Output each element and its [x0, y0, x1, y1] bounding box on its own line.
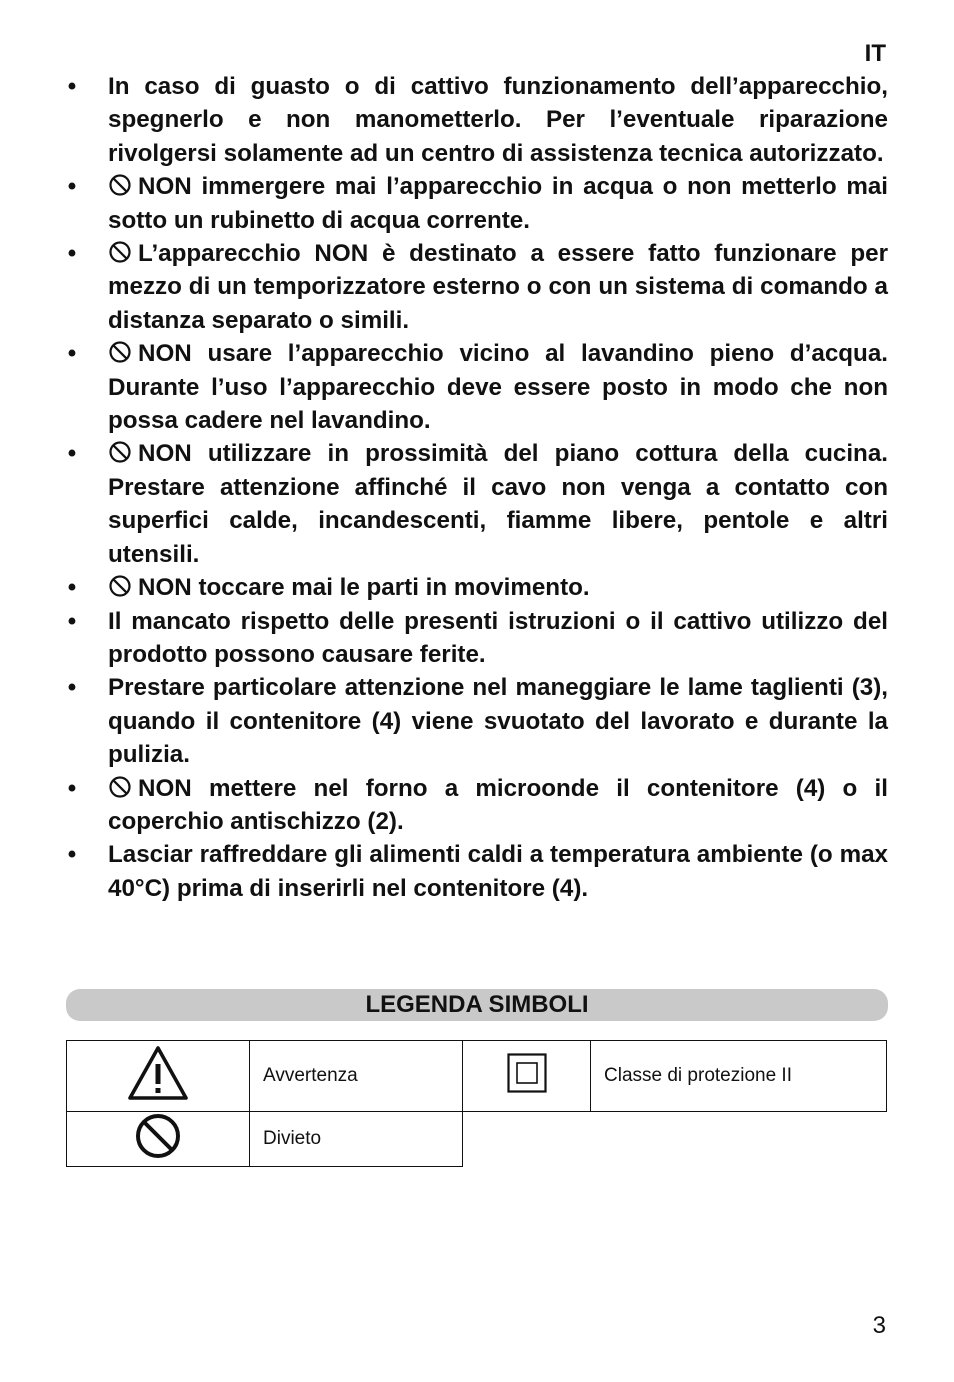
prohibition-icon: [134, 1144, 182, 1165]
list-item: [66, 671, 888, 771]
list-item: [66, 170, 888, 237]
list-item-text: NON mettere nel forno a microonde il contenitore (4) o il coperchio antischizzo (2).: [108, 774, 888, 835]
list-item-text: NON utilizzare in prossimità del piano cottura della cucina. Prestare attenzione affinché il cavo non venga a contatto con superfici calde, incandescenti, fiamme libere, pentole e altri utensili.: [108, 440, 888, 568]
prohibition-icon: [108, 775, 132, 799]
empty-cell: [463, 1112, 887, 1167]
bullet-dot: •: [67, 841, 77, 869]
bullet-dot: •: [67, 340, 77, 368]
legend-label: Classe di protezione II: [591, 1041, 887, 1112]
list-item-text: Lasciar raffreddare gli alimenti caldi a temperatura ambiente (o max 40°C) prima di inserirli nel contenitore (4).: [108, 841, 888, 902]
bullet-dot: •: [67, 173, 77, 201]
legend-icon-cell: [463, 1041, 591, 1112]
bullet-dot: •: [67, 73, 77, 100]
bullet-dot: •: [67, 574, 77, 602]
legend-label: Divieto: [250, 1112, 463, 1167]
list-item-text: NON toccare mai le parti in movimento.: [138, 574, 590, 602]
legend-icon-cell: [67, 1041, 250, 1112]
table-row: [67, 1112, 887, 1167]
list-item-text: Il mancato rispetto delle presenti istruzioni o il cattivo utilizzo del prodotto possono causare ferite.: [108, 607, 888, 668]
list-item: [66, 70, 888, 170]
list-item: [66, 605, 888, 672]
prohibition-icon: [108, 173, 132, 197]
legend-title: LEGENDA SIMBOLI: [66, 989, 888, 1021]
prohibition-icon: [108, 574, 132, 598]
legend-label: Avvertenza: [250, 1041, 463, 1112]
bullet-dot: •: [67, 774, 77, 802]
bullet-dot: •: [67, 440, 77, 468]
list-item: [66, 337, 888, 437]
prohibition-icon: [108, 340, 132, 364]
safety-instructions-list: [66, 70, 888, 905]
prohibition-icon: [108, 240, 132, 264]
list-item: [66, 237, 888, 337]
prohibition-icon: [108, 440, 132, 464]
bullet-dot: •: [67, 240, 77, 268]
list-item: [66, 838, 888, 905]
list-item-text: Prestare particolare attenzione nel maneggiare le lame taglienti (3), quando il contenitore (4) viene svuotato del lavorato e durante la pulizia.: [108, 674, 888, 769]
list-item-text: In caso di guasto o di cattivo funzionamento dell’apparecchio, spegnerlo e non manometterlo. Per l’eventuale riparazione rivolgersi solamente ad un centro di assistenza tecnica autorizzato.: [108, 73, 888, 167]
bullet-dot: •: [67, 674, 77, 702]
warning-triangle-icon: [126, 1086, 190, 1107]
class-ii-double-square-icon: [507, 1077, 547, 1098]
page-number: 3: [872, 1312, 886, 1339]
symbol-legend-table: [66, 1040, 887, 1167]
bullet-dot: •: [67, 607, 77, 635]
legend-icon-cell: [67, 1112, 250, 1167]
list-item: [66, 772, 888, 839]
list-item: [66, 437, 888, 571]
language-code: IT: [864, 40, 886, 67]
list-item-text: NON immergere mai l’apparecchio in acqua o non metterlo mai sotto un rubinetto di acqua corrente.: [108, 173, 888, 234]
table-row: [67, 1041, 887, 1112]
list-item-text: NON usare l’apparecchio vicino al lavandino pieno d’acqua. Durante l’uso l’apparecchio deve essere posto in modo che non possa cadere nel lavandino.: [108, 340, 888, 435]
list-item-text: L’apparecchio NON è destinato a essere fatto funzionare per mezzo di un temporizzatore esterno o con un sistema di comando a distanza separato o simili.: [108, 240, 888, 334]
list-item: [66, 571, 888, 604]
